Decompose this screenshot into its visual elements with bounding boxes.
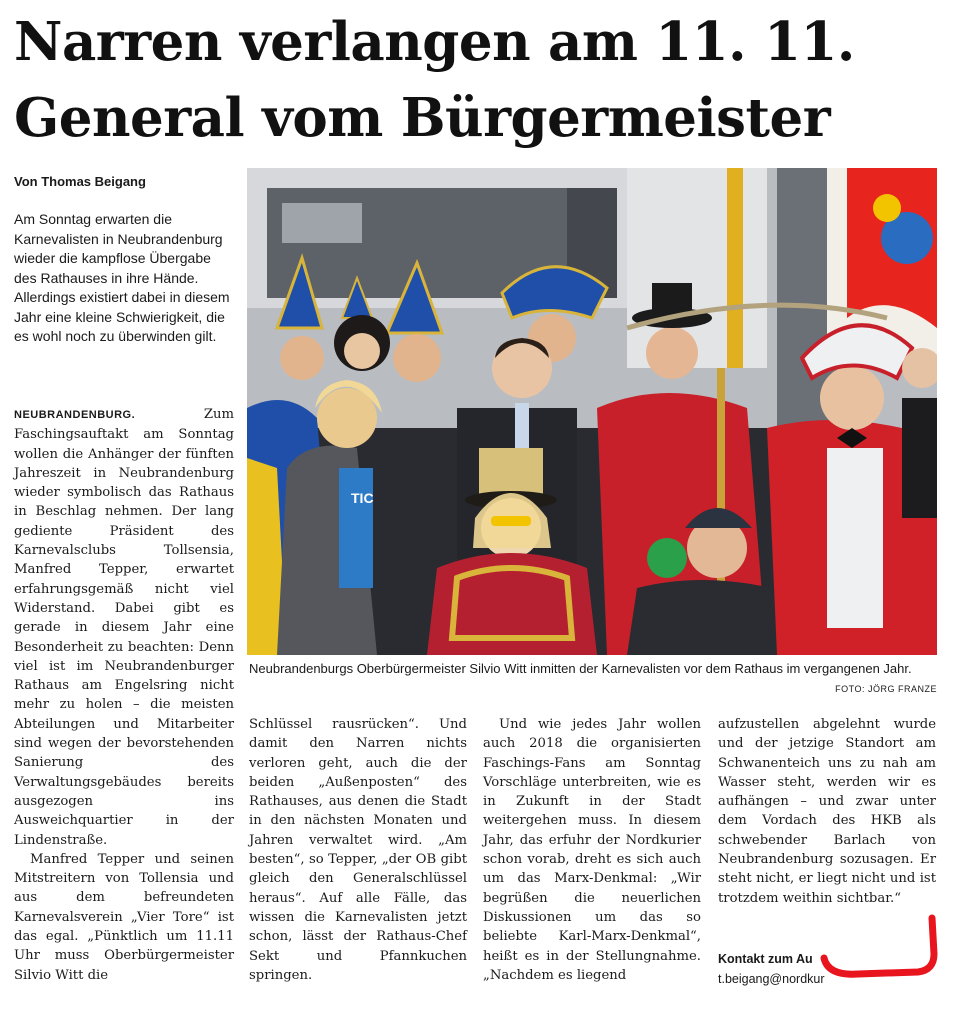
article-photo [247,168,937,655]
dateline: NEUBRANDENBURG. [14,409,136,421]
column-1-paragraph-1 [14,405,234,850]
article-column-3 [483,715,701,985]
article-column-2 [249,715,467,985]
carnival-photo-illustration [247,168,937,655]
article-column-1 [14,405,234,985]
headline [14,4,944,156]
banner-text: TIC [351,490,374,506]
red-marker-annotation [818,912,938,984]
headline-line-1: Narren verlangen am 11. 11. [14,11,855,73]
photo-credit: FOTO: JÖRG FRANZE [835,684,937,694]
byline: Von Thomas Beigang [14,174,146,189]
column-3-paragraph-1: Und wie jedes Jahr wollen auch 2018 die organisierten Faschings-Fans am Sonntag Vorschläge unterbreiten, wie es in Zukunft in der Stadt weitergehen muss. In diesem Jahr, das erfuhr der Nordkurier schon vorab, dreht es sich auch um das Marx-Denkmal: „Wir begrüßen die neuerlichen Diskussionen um das so beliebte Karl-Marx-Denkmal“, heißt es in der Stellungnahme. „Nachdem es liegend [483,717,701,983]
contact-label: Kontakt zum Au [718,952,813,966]
article-column-4 [718,715,936,908]
lead-paragraph: Am Sonntag erwarten die Karnevalisten in Neubrandenburg wieder die kampflose Übergabe des Rathauses in ihre Hände. Allerdings existiert dabei in diesem Jahr eine kleine Schwierigkeit, die es wohl noch zu überwinden gilt. [14,211,230,344]
photo-caption: Neubrandenburgs Oberbürgermeister Silvio Witt inmitten der Karnevalisten vor dem Rathaus im vergangenen Jahr. [249,661,912,676]
column-4-paragraph-1: aufzustellen abgelehnt wurde und der jetzige Standort am Schwanenteich uns zu nah am Wasser steht, werden wir es aufhängen – und zwar unter dem Vordach des HKB als schwebender Barlach von Neubrandenburg sozusagen. Er steht nicht, er liegt nicht und ist trotzdem weithin sichtbar.“ [718,717,936,906]
column-1-text-1: Zum Faschingsauftakt am Sonntag wollen die Anhänger der fünften Jahreszeit in Neubrandenburg wieder symbolisch das Rathaus in Beschlag nehmen. Der lang gediente Präsident des Karnevalsclubs Tollsensia, Manfred Tepper, erwartet erfahrungsgemäß nicht viel Widerstand. Dabei gibt es gerade in diesem Jahr eine Besonderheit zu beachten: Denn viel ist im Neubrandenburger Rathaus am Engelsring nicht mehr zu holen – die meisten Abteilungen und Mitarbeiter sind wegen der bevorstehenden Sanierung des Verwaltungsgebäudes bereits ausgezogen ins Ausweichquartier in der Lindenstraße. [14,407,234,848]
column-2-paragraph-1: Schlüssel rausrücken“. Und damit den Narren nichts verloren geht, auch die der beiden „Außenposten“ des Rathauses, aus denen die Stadt in den nächsten Monaten und Jahren verwaltet wird. „Am besten“, so Tepper, „der OB gibt gleich den Generalschlüssel heraus“. Auf alle Fälle, das wissen die Karnevalisten jetzt schon, lässt der Rathaus-Chef Sekt und Pfannkuchen springen. [249,717,467,983]
headline-line-2: General vom Bürgermeister [14,87,831,149]
column-1-paragraph-2: Manfred Tepper und seinen Mitstreitern von Tollensia und aus dem befreundeten Karnevalsverein „Vier Tore“ ist das egal. „Pünktlich um 11.11 Uhr muss Oberbürgermeister Silvio Witt die [14,851,234,983]
contact-email[interactable]: t.beigang@nordkur [718,972,825,986]
